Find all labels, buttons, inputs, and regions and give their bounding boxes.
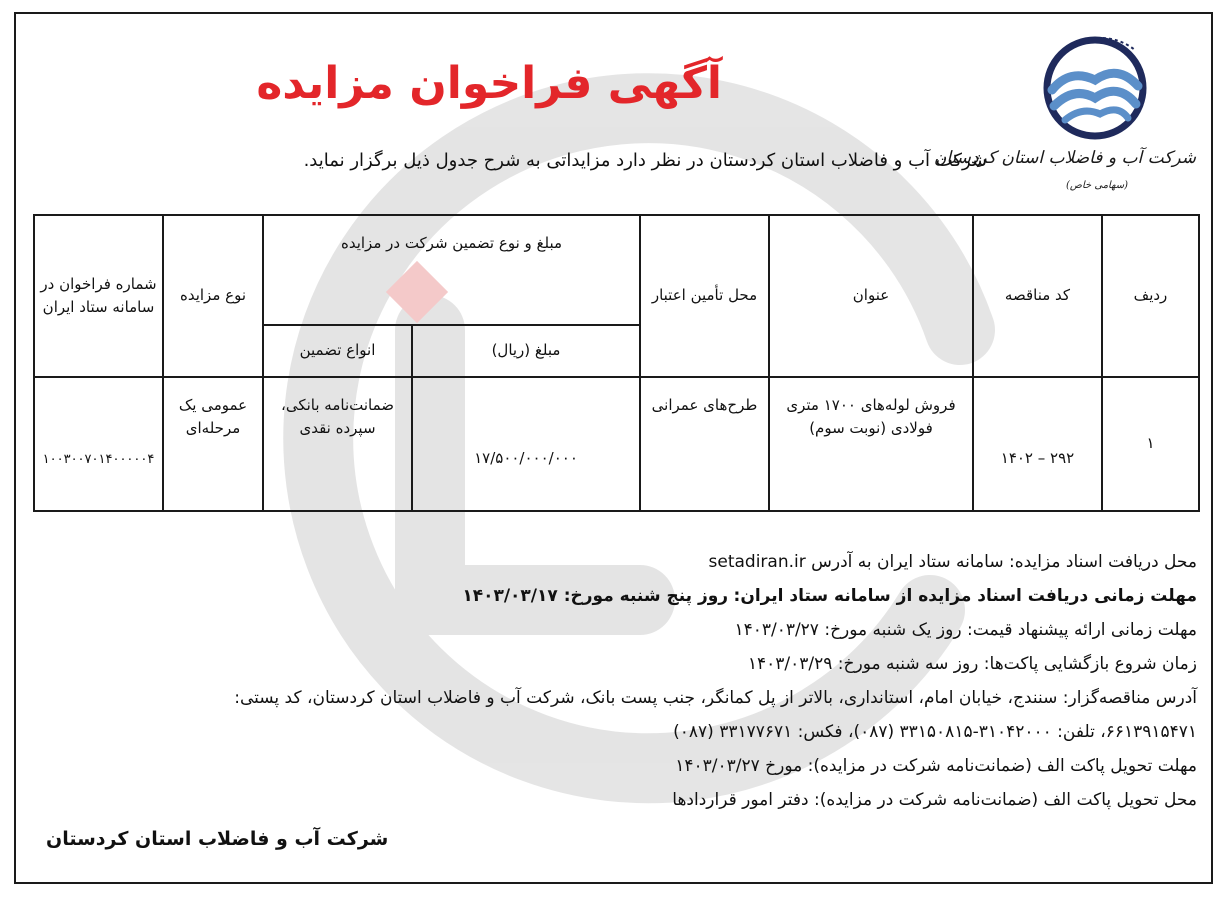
packet-a-location: محل تحویل پاکت الف (ضمانت‌نامه شرکت در مزایده): دفتر امور قراردادها <box>672 790 1197 810</box>
auction-table <box>33 214 1200 512</box>
docs-location: محل دریافت اسناد مزایده: سامانه ستاد ایران به آدرس setadiran.ir <box>708 552 1197 572</box>
intro-text: شرکت آب و فاضلاب استان کردستان در نظر دارد مزایداتی به شرح جدول ذیل برگزار نماید. <box>303 150 987 171</box>
table-header-row <box>34 215 1199 325</box>
cell-subject: فروش لوله‌های ۱۷۰۰ متری فولادی (نوبت سوم) <box>769 377 973 511</box>
logo-subtitle: (سهامی خاص) <box>1065 180 1128 191</box>
notice-details <box>27 545 1197 817</box>
packet-a-deadline: مهلت تحویل پاکت الف (ضمانت‌نامه شرکت در مزایده): مورخ ۱۴۰۳/۰۳/۲۷ <box>675 756 1197 776</box>
address-line-2: ۶۶۱۳۹۱۵۴۷۱، تلفن: ۳۱۰۴۲۰۰۰-۳۳۱۵۰۸۱۵ (۰۸۷)، فکس: ۳۳۱۷۷۶۷۱ (۰۸۷) <box>673 722 1197 742</box>
logo-company-name: شرکت آب و فاضلاب استان کردستان <box>933 148 1196 168</box>
cell-amount: ۱۷/۵۰۰/۰۰۰/۰۰۰ <box>412 377 640 511</box>
header-setad-number: شماره فراخوان در سامانه ستاد ایران <box>34 215 163 377</box>
cell-tender-code: ۲۹۲ – ۱۴۰۲ <box>973 377 1102 511</box>
header-guarantee-type: انواع تضمین <box>263 325 412 377</box>
cell-setad-number: ۱۰۰۳۰۰۷۰۱۴۰۰۰۰۰۴ <box>34 377 163 511</box>
header-funding: محل تأمین اعتبار <box>640 215 769 377</box>
opening-time: زمان شروع بازگشایی پاکت‌ها: روز سه شنبه مورخ: ۱۴۰۳/۰۳/۲۹ <box>747 654 1197 674</box>
header-row-no: ردیف <box>1102 215 1199 377</box>
docs-deadline-label: مهلت زمانی دریافت اسناد مزایده از سامانه ستاد ایران: <box>733 586 1197 606</box>
header-tender-code: کد مناقصه <box>973 215 1102 377</box>
cell-funding: طرح‌های عمرانی <box>640 377 769 511</box>
company-logo <box>933 20 1210 191</box>
cell-row-no: ۱ <box>1102 377 1199 511</box>
header-subject: عنوان <box>769 215 973 377</box>
footer-company: شرکت آب و فاضلاب استان کردستان <box>46 828 389 850</box>
docs-deadline-value: روز پنج شنبه مورخ: ۱۴۰۳/۰۳/۱۷ <box>462 586 729 606</box>
bid-deadline: مهلت زمانی ارائه پیشنهاد قیمت: روز یک شنبه مورخ: ۱۴۰۳/۰۳/۲۷ <box>734 620 1197 640</box>
header-auction-type: نوع مزایده <box>163 215 263 377</box>
table-row <box>34 377 1199 511</box>
docs-deadline <box>27 579 1197 613</box>
water-drop-logo-icon <box>990 20 1210 150</box>
address-line-1: آدرس مناقصه‌گزار: سنندج، خیابان امام، استانداری، بالاتر از پل کمانگر، جنب پست بانک، شرکت آب و فاضلاب استان کردستان، کد پستی: <box>234 688 1197 708</box>
header-guarantee-group: مبلغ و نوع تضمین شرکت در مزایده <box>263 215 640 325</box>
header-amount: مبلغ (ریال) <box>412 325 640 377</box>
cell-guarantee-type: ضمانت‌نامه بانکی، سپرده نقدی <box>263 377 412 511</box>
cell-auction-type: عمومی یک مرحله‌ای <box>163 377 263 511</box>
notice-title: آگهی فراخوان مزایده <box>256 58 722 109</box>
